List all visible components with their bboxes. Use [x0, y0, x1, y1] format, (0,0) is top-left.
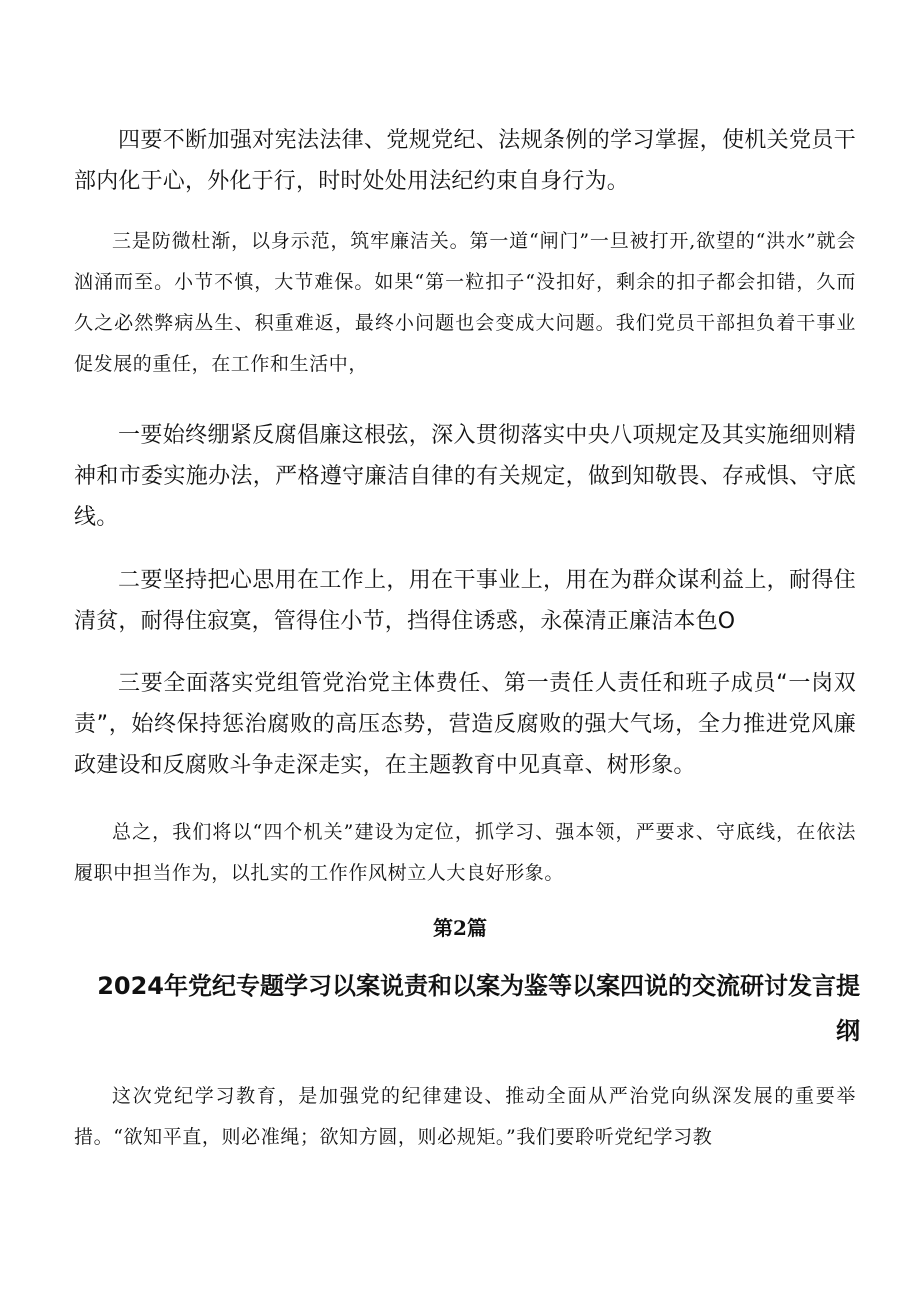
paragraph-point-one: 一要始终绷紧反腐倡廉这根弦，深入贯彻落实中央八项规定及其实施细则精神和市委实施办法，严格遵守廉洁自律的有关规定，做到知敬畏、存戒惧、守底线。 — [74, 423, 856, 530]
paragraph-law-study: 四要不断加强对宪法法律、党规党纪、法规条例的学习掌握，使机关党员干部内化于心，外化于行，时时处处用法纪约束自身行为。 — [74, 128, 856, 194]
paragraph-conclusion: 总之，我们将以“四个机关”建设为定位，抓学习、强本领，严要求、守底线，在依法履职中担当作为，以扎实的工作作风树立人大良好形象。 — [74, 821, 856, 884]
paragraph-point-two: 二要坚持把心思用在工作上，用在干事业上，用在为群众谋利益上，耐得住清贫，耐得住寂寞，管得住小节，挡得住诱惑，永葆清正廉洁本色O — [74, 568, 856, 634]
section-title: 2024年党纪专题学习以案说责和以案为鉴等以案四说的交流研讨发言提纲 — [97, 972, 860, 1045]
paragraph-section-intro: 这次党纪学习教育，是加强党的纪律建设、推动全面从严治党向纵深发展的重要举措。“欲知平直，则必准绳；欲知方圆，则必规矩。”我们要聆听党纪学习教 — [74, 1085, 856, 1148]
section-heading: 第2篇 — [433, 916, 487, 940]
paragraph-prevention: 三是防微杜渐，以身示范，筑牢廉洁关。第一道“闸门”一旦被打开,欲望的“洪水”就会汹涌而至。小节不慎，大节难保。如果“第一粒扣子“没扣好，剩余的扣子都会扣错，久而久之必然弊病丛生、积重难返，最终小问题也会变成大问题。我们党员干部担负着干事业促发展的重任，在工作和生活中， — [74, 230, 856, 375]
paragraph-point-three: 三要全面落实党组管党治党主体费任、第一责任人责任和班子成员“一岗双责”，始终保持惩治腐败的高压态势，营造反腐败的强大气场，全力推进党风廉政建设和反腐败斗争走深走实，在主题教育中见真章、树形象。 — [74, 671, 856, 778]
